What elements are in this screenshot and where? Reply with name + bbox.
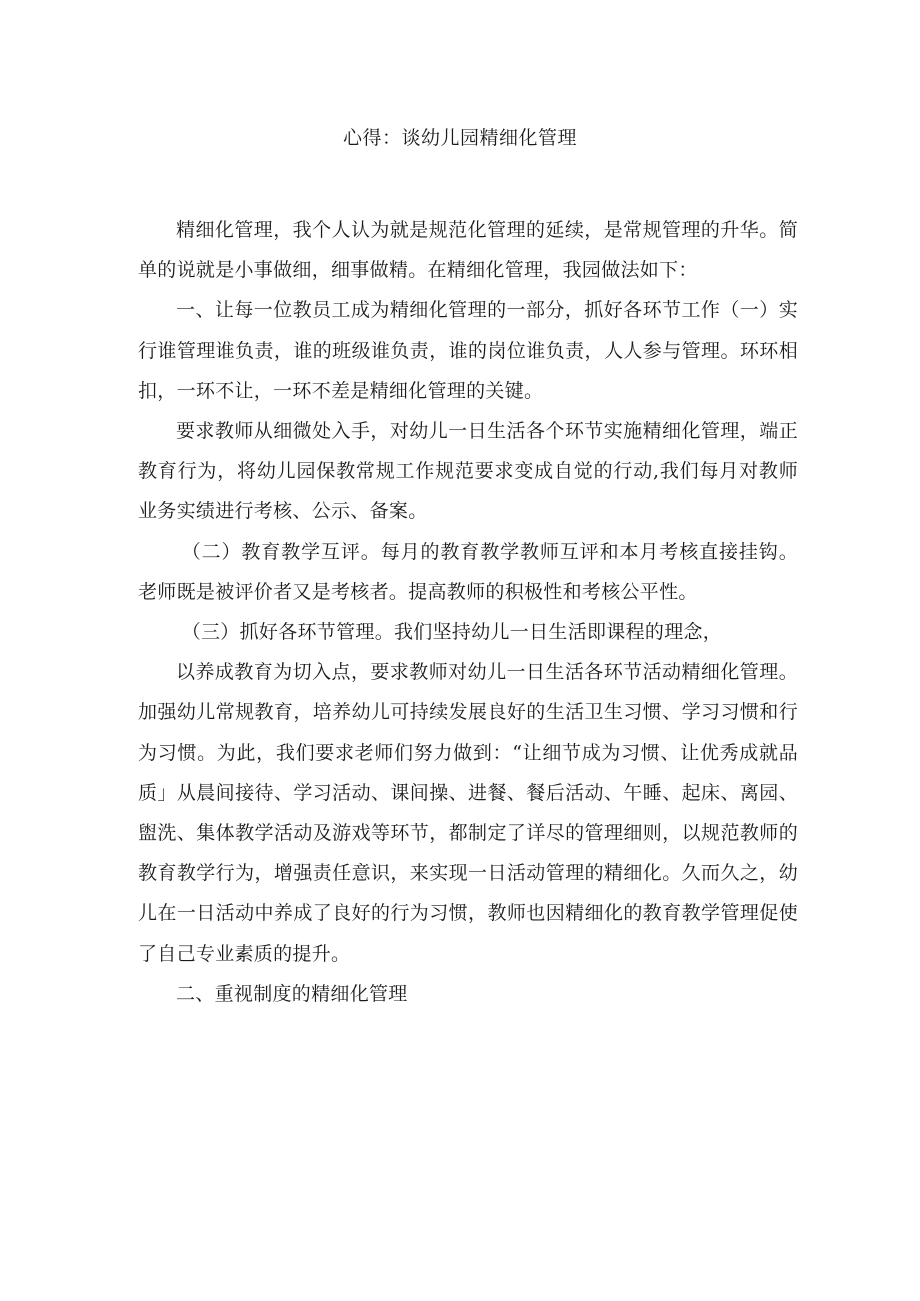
paragraph-link-management: （三）抓好各环节管理。我们坚持幼儿一日生活即课程的理念， <box>181 621 723 644</box>
paragraph-section-one: 一、让每一位教员工成为精细化管理的一部分，抓好各环节工作（一）实行谁管理谁负责，谁的班级谁负责，谁的岗位谁负责，人人参与管理。环环相扣，一环不让，一环不差是精细化管理的关键。 <box>138 299 798 402</box>
document-title: 心得：谈幼儿园精细化管理 <box>342 127 577 149</box>
paragraph-section-two-heading: 二、重视制度的精细化管理 <box>176 982 408 1005</box>
paragraph-habit-education: 以养成教育为切入点，要求教师对幼儿一日生活各环节活动精细化管理。加强幼儿常规教育，培养幼儿可持续发展良好的生活卫生习惯、学习习惯和行为习惯。为此，我们要求老师们努力做到：“让细节成为习惯、让优秀成就品质」从晨间接待、学习活动、课间操、进餐、餐后活动、午睡、起床、离园、盥洗、集体教学活动及游戏等环节，都制定了详尽的管理细则，以规范教师的教育教学行为，增强责任意识，来实现一日活动管理的精细化。久而久之，幼儿在一日活动中养成了良好的行为习惯，教师也因精细化的教育教学管理促使了自己专业素质的提升。 <box>138 661 798 965</box>
document-body <box>138 210 798 1014</box>
paragraph-intro: 精细化管理，我个人认为就是规范化管理的延续，是常规管理的升华。简单的说就是小事做细，细事做精。在精细化管理，我园做法如下： <box>138 219 798 282</box>
paragraph-teacher-requirements: 要求教师从细微处入手，对幼儿一日生活各个环节实施精细化管理，端正教育行为，将幼儿园保教常规工作规范要求变成自觉的行动,我们每月对教师业务实绩进行考核、公示、备案。 <box>138 420 798 523</box>
paragraph-mutual-evaluation: （二）教育教学互评。每月的教育教学教师互评和本月考核直接挂钩。老师既是被评价者又是考核者。提高教师的积极性和考核公平性。 <box>138 540 798 603</box>
